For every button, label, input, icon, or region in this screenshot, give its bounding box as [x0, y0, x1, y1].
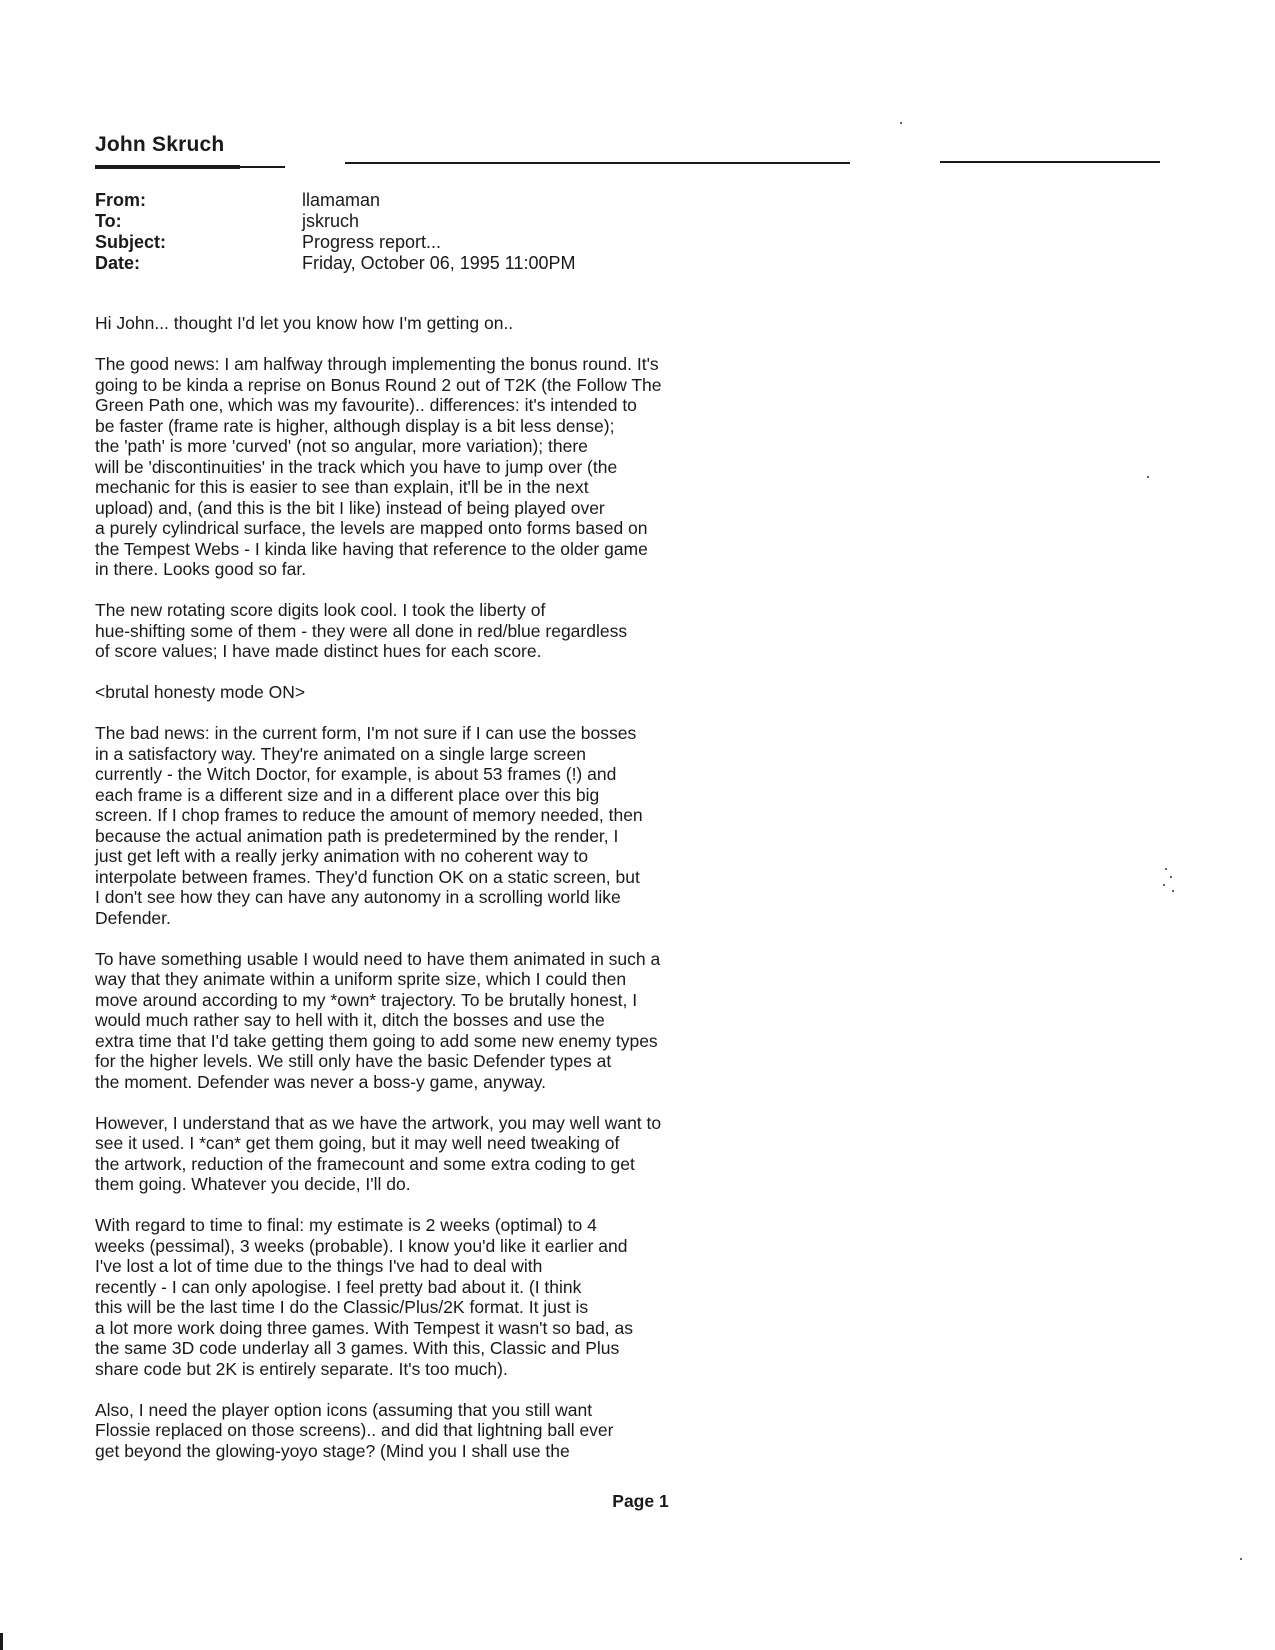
body-paragraph: <brutal honesty mode ON>	[95, 682, 306, 702]
scan-speck	[1240, 1558, 1242, 1560]
page-number: Page 1	[612, 1491, 669, 1511]
header-label: From:	[95, 190, 146, 210]
header-to	[95, 211, 795, 232]
scan-edge-mark	[0, 1633, 3, 1650]
header-label: To:	[95, 211, 122, 231]
header-from	[95, 190, 795, 211]
header-value: llamaman	[302, 190, 381, 210]
body-paragraph: The good news: I am halfway through implementing the bonus round. It's going to be kinda a reprise on Bonus Round 2 out of T2K (the Follow The Green Path one, which was my favourite).. differences: it's intended to be faster (frame rate is higher, although display is a bit less dense); the 'path' is more 'curved' (not so angular, more variation); there will be 'discontinuities' in the track which you have to jump over (the mechanic for this is easier to see than explain, it'll be in the next upload) and, (and this is the bit I like) instead of being played over a purely cylindrical surface, the levels are mapped onto forms based on the Tempest Webs - I kinda like having that reference to the older game in there. Looks good so far.	[95, 354, 662, 579]
scan-speck	[1147, 476, 1149, 478]
header-label: Date:	[95, 253, 141, 273]
owner-underline-tail	[240, 166, 285, 168]
header-date	[95, 253, 795, 274]
header-rule-right	[940, 161, 1160, 163]
owner-underline	[95, 165, 240, 169]
body-paragraph: The new rotating score digits look cool. I took the liberty of hue-shifting some of them - they were all done in red/blue regardless of score values; I have made distinct hues for each score.	[95, 600, 628, 661]
email-body	[95, 313, 855, 1482]
scan-speck	[1163, 884, 1165, 886]
body-paragraph: With regard to time to final: my estimate is 2 weeks (optimal) to 4 weeks (pessimal), 3 weeks (probable). I know you'd like it earlier and I've lost a lot of time due to the things I've had to deal with recently - I can only apologise. I feel pretty bad about it. (I think this will be the last time I do the Classic/Plus/2K format. It just is a lot more work doing three games. With Tempest it wasn't so bad, as the same 3D code underlay all 3 games. With this, Classic and Plus share code but 2K is entirely separate. It's too much).	[95, 1215, 633, 1379]
header-value: Progress report...	[302, 232, 442, 252]
page-footer	[0, 1491, 1275, 1512]
body-paragraph: Hi John... thought I'd let you know how I'm getting on..	[95, 313, 514, 333]
header-rule	[345, 162, 850, 164]
body-paragraph: Also, I need the player option icons (assuming that you still want Flossie replaced on those screens).. and did that lightning ball ever get beyond the glowing-yoyo stage? (Mind you I shall use the	[95, 1399, 614, 1461]
body-paragraph: However, I understand that as we have the artwork, you may well want to see it used. I *can* get them going, but it may well need tweaking of the artwork, reduction of the framecount and some extra coding to get them going. Whatever you decide, I'll do.	[95, 1112, 662, 1194]
scan-speck	[1172, 890, 1174, 892]
scan-speck	[1165, 868, 1167, 870]
header-value: jskruch	[302, 211, 360, 231]
owner-name: John Skruch	[95, 133, 225, 156]
email-headers	[95, 190, 795, 274]
scan-speck	[1170, 876, 1172, 878]
scan-speck	[900, 122, 902, 124]
header-label: Subject:	[95, 232, 167, 252]
header-value: Friday, October 06, 1995 11:00PM	[302, 253, 576, 273]
body-paragraph: To have something usable I would need to have them animated in such a way that they animate within a uniform sprite size, which I could then move around according to my *own* trajectory. To be brutally honest, I would much rather say to hell with it, ditch the bosses and use the extra time that I'd take getting them going to add some new enemy types for the higher levels. We still only have the basic Defender types at the moment. Defender was never a boss-y game, anyway.	[95, 948, 661, 1092]
body-paragraph: The bad news: in the current form, I'm not sure if I can use the bosses in a satisfactory way. They're animated on a single large screen currently - the Witch Doctor, for example, is about 53 frames (!) and each frame is a different size and in a different place over this big screen. If I chop frames to reduce the amount of memory needed, then because the actual animation path is predetermined by the render, I just get left with a really jerky animation with no coherent way to interpolate between frames. They'd function OK on a static screen, but I don't see how they can have any autonomy in a scrolling world like Defender.	[95, 723, 643, 928]
header-subject	[95, 232, 795, 253]
